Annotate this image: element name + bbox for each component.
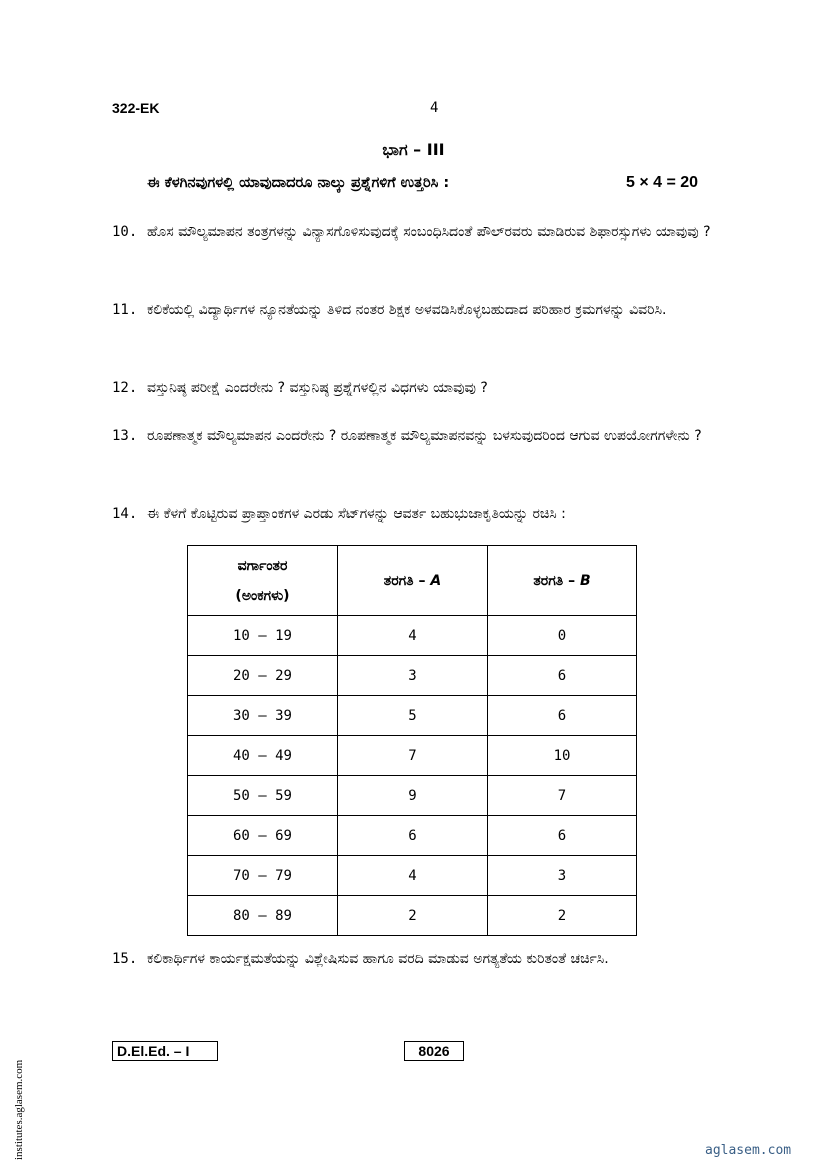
part-title: [0, 140, 827, 160]
cell-interval: 60 — 69: [188, 816, 338, 856]
cell-class-b: 3: [488, 856, 637, 896]
cell-interval: 20 — 29: [188, 656, 338, 696]
question-text: ಕಲಿಕೆಯಲ್ಲಿ ವಿದ್ಯಾರ್ಥಿಗಳ ನ್ಯೂನತೆಯನ್ನು ತಿಳಿದ ನಂತರ ಶಿಕ್ಷಕ ಅಳವಡಿಸಿಕೊಳ್ಳಬಹುದಾದ ಪರಿಹಾರ ಕ್ರಮಗಳನ್ನು ವಿವರಿಸಿ.: [147, 302, 667, 318]
question-text: ರೂಪಣಾತ್ಮಕ ಮೌಲ್ಯಮಾಪನ ಎಂದರೇನು ? ರೂಪಣಾತ್ಮಕ ಮೌಲ್ಯಮಾಪನವನ್ನು ಬಳಸುವುದರಿಂದ ಆಗುವ ಉಪಯೋಗಗಳೇನು ?: [147, 428, 702, 444]
question-number: 10.: [112, 224, 138, 240]
course-label: D.El.Ed. – I: [112, 1041, 218, 1061]
question-text: ಹೊಸ ಮೌಲ್ಯಮಾಪನ ತಂತ್ರಗಳನ್ನು ವಿನ್ಯಾಸಗೊಳಿಸುವುದಕ್ಕೆ ಸಂಬಂಧಿಸಿದಂತೆ ಪೌಲ್‌ರವರು ಮಾಡಿರುವ ಶಿಫಾರಸ್ಸುಗಳು ಯಾವುವು ?: [147, 224, 711, 240]
header-class-b-prefix: ತರಗತಿ –: [533, 572, 576, 589]
cell-class-a: 4: [338, 616, 488, 656]
cell-interval: 80 — 89: [188, 896, 338, 936]
question-text: ಕಲಿಕಾರ್ಥಿಗಳ ಕಾರ್ಯಕ್ಷಮತೆಯನ್ನು ವಿಶ್ಲೇಷಿಸುವ ಹಾಗೂ ವರದಿ ಮಾಡುವ ಅಗತ್ಯತೆಯ ಕುರಿತಂತೆ ಚರ್ಚಿಸಿ.: [147, 951, 609, 967]
table-row: [188, 656, 637, 696]
header-class-a-letter: A: [430, 572, 442, 589]
header-class-a: [338, 546, 488, 616]
marks-allocation: 5 × 4 = 20: [626, 174, 699, 191]
question-13: [112, 420, 714, 452]
cell-class-a: 7: [338, 736, 488, 776]
cell-class-b: 2: [488, 896, 637, 936]
cell-interval: 10 — 19: [188, 616, 338, 656]
part-title-text: ಭಾಗ – III: [382, 140, 445, 159]
question-15: [112, 943, 714, 975]
cell-class-a: 4: [338, 856, 488, 896]
table-row: [188, 856, 637, 896]
cell-interval: 50 — 59: [188, 776, 338, 816]
cell-interval: 30 — 39: [188, 696, 338, 736]
table-row: [188, 696, 637, 736]
header-class-b-letter: B: [579, 572, 591, 589]
header-class-a-prefix: ತರಗತಿ –: [383, 572, 426, 589]
cell-class-b: 6: [488, 696, 637, 736]
paper-code-header: 322-EK: [112, 100, 160, 116]
table-header-row: [188, 546, 637, 616]
cell-class-a: 3: [338, 656, 488, 696]
cell-interval: 70 — 79: [188, 856, 338, 896]
question-number: 11.: [112, 302, 138, 318]
question-14: [112, 498, 714, 530]
cell-class-b: 6: [488, 656, 637, 696]
table-row: [188, 736, 637, 776]
instruction-text: ಈ ಕೆಳಗಿನವುಗಳಲ್ಲಿ ಯಾವುದಾದರೂ ನಾಲ್ಕು ಪ್ರಶ್ನೆಗಳಿಗೆ ಉತ್ತರಿಸಿ :: [147, 175, 450, 191]
cell-class-a: 2: [338, 896, 488, 936]
question-text: ವಸ್ತುನಿಷ್ಠ ಪರೀಕ್ಷೆ ಎಂದರೇನು ? ವಸ್ತುನಿಷ್ಠ ಪ್ರಶ್ನೆಗಳಲ್ಲಿನ ವಿಧಗಳು ಯಾವುವು ?: [147, 380, 488, 396]
question-12: [112, 372, 714, 404]
paper-code-footer: 8026: [404, 1041, 464, 1061]
cell-class-a: 5: [338, 696, 488, 736]
cell-class-a: 6: [338, 816, 488, 856]
cell-class-b: 10: [488, 736, 637, 776]
header-interval-unit: (ಅಂಕಗಳು): [235, 587, 290, 604]
cell-class-a: 9: [338, 776, 488, 816]
header-class-interval: [188, 546, 338, 616]
header-interval-label: ವರ್ಗಾಂತರ: [237, 557, 288, 574]
cell-class-b: 0: [488, 616, 637, 656]
header-class-b: [488, 546, 637, 616]
question-number: 12.: [112, 380, 138, 396]
corner-watermark: aglasem.com: [705, 1143, 792, 1158]
table-row: [188, 616, 637, 656]
question-number: 14.: [112, 506, 138, 522]
page-number: 4: [430, 100, 439, 116]
side-watermark: institutes.aglasem.com: [13, 1059, 25, 1160]
question-10: [112, 216, 714, 248]
question-text: ಈ ಕೆಳಗೆ ಕೊಟ್ಟಿರುವ ಪ್ರಾಪ್ತಾಂಕಗಳ ಎರಡು ಸೆಟ್‌ಗಳನ್ನು ಆವರ್ತ ಬಹುಭುಜಾಕೃತಿಯನ್ನು ರಚಿಸಿ :: [147, 506, 566, 522]
question-number: 13.: [112, 428, 138, 444]
frequency-table: [187, 545, 637, 936]
cell-class-b: 6: [488, 816, 637, 856]
cell-class-b: 7: [488, 776, 637, 816]
table-row: [188, 816, 637, 856]
question-11: [112, 294, 714, 326]
question-number: 15.: [112, 951, 138, 967]
table-row: [188, 776, 637, 816]
table-row: [188, 896, 637, 936]
cell-interval: 40 — 49: [188, 736, 338, 776]
